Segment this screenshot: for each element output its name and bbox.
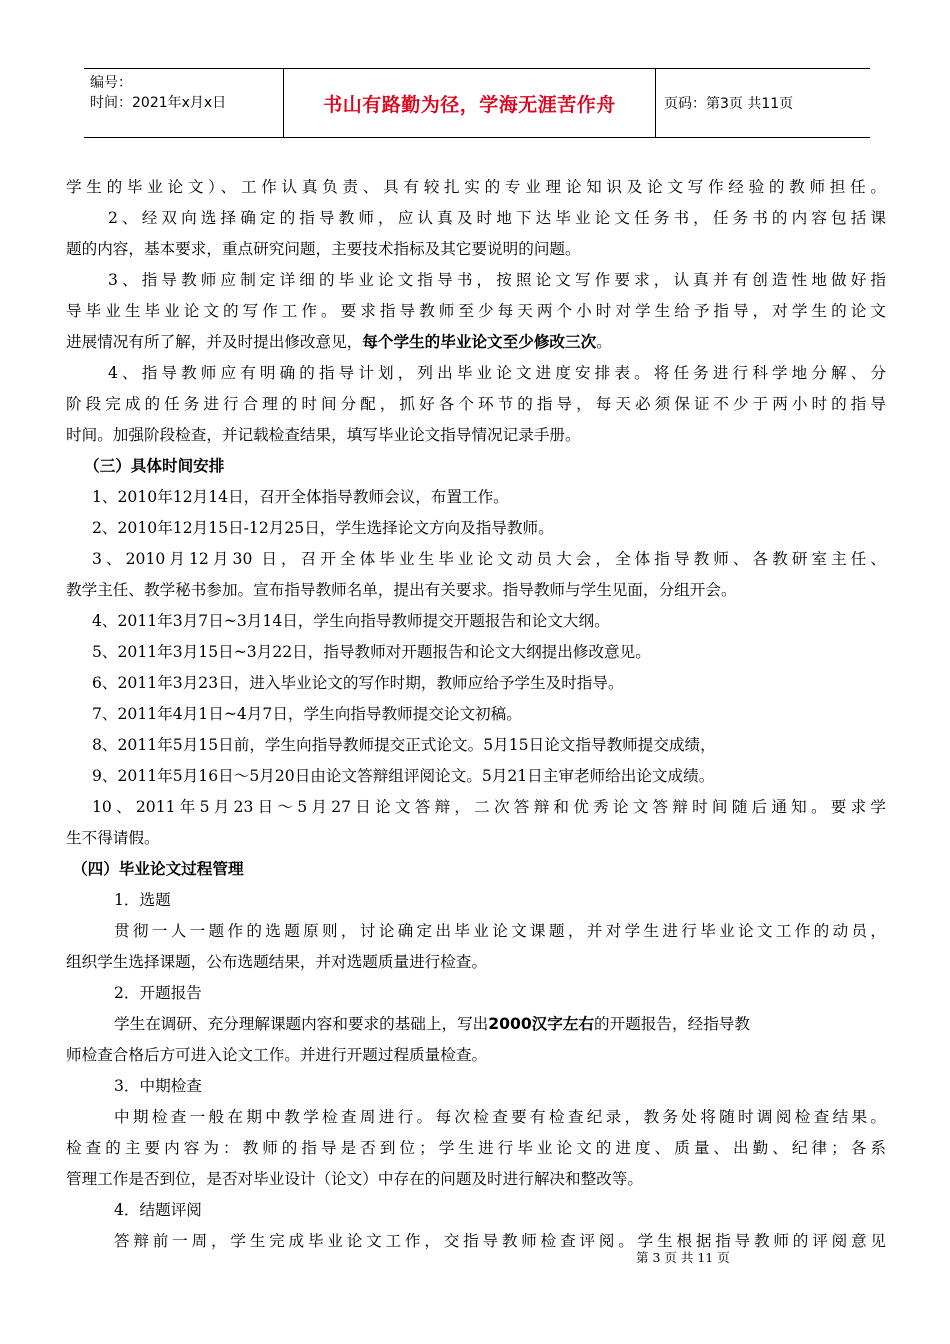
paragraph-line: 组织学生选择课题，公布选题结果，并对选题质量进行检查。: [66, 953, 488, 971]
schedule-item: 7、2011年4月1日~4月7日，学生向指导教师提交论文初稿。: [92, 705, 522, 723]
paragraph-line: 学生的毕业论文）、工作认真负责、具有较扎实的专业理论知识及论文写作经验的教师担任。: [66, 178, 886, 196]
schedule-item: 8、2011年5月15日前，学生向指导教师提交正式论文。5月15日论文指导教师提交成绩，: [92, 736, 716, 754]
document-number-label: 编号：: [90, 75, 132, 91]
header-page-info: 页码：第3页 共11页: [664, 96, 794, 112]
document-body: [66, 172, 886, 1257]
emphasis-text: 2000汉字左右: [488, 1015, 595, 1033]
paragraph-line: 管理工作是否到位，是否对毕业设计（论文）中存在的问题及时进行解决和整改等。: [66, 1170, 643, 1188]
paragraph-text: 学生在调研、充分理解课题内容和要求的基础上，写出: [114, 1015, 489, 1033]
schedule-item-continued: 生不得请假。: [66, 829, 160, 847]
schedule-item: 6、2011年3月23日，进入毕业论文的写作时期，教师应给予学生及时指导。: [92, 674, 624, 692]
section-heading-3: （三）具体时间安排: [84, 457, 225, 475]
schedule-item: 2、2010年12月15日-12月25日，学生选择论文方向及指导教师。: [92, 519, 554, 537]
paragraph-text: 的开题报告，经指导教: [594, 1015, 750, 1033]
paragraph-line: 3、指导教师应制定详细的毕业论文指导书，按照论文写作要求，认真并有创造性地做好指: [108, 271, 886, 289]
paragraph-line: 检查的主要内容为：教师的指导是否到位；学生进行毕业论文的进度、质量、出勤、纪律；各系: [66, 1139, 886, 1157]
schedule-item: 5、2011年3月15日~3月22日，指导教师对开题报告和论文大纲提出修改意见。: [92, 643, 651, 661]
paragraph-line: 导毕业生毕业论文的写作工作。要求指导教师至少每天两个小时对学生给予指导，对学生的论文: [66, 302, 886, 320]
document-time-label: 时间：2021年x月x日: [90, 95, 227, 111]
paragraph-text: 进展情况有所了解，并及时提出修改意见，: [66, 333, 363, 351]
paragraph-line: 阶段完成的任务进行合理的时间分配，抓好各个环节的指导，每天必须保证不少于两小时的指导: [66, 395, 886, 413]
subsection-title: 1．选题: [114, 891, 171, 909]
paragraph-line: 贯彻一人一题作的选题原则，讨论确定出毕业论文课题，并对学生进行毕业论文工作的动员，: [114, 922, 886, 940]
paragraph-line: [66, 1009, 886, 1040]
paragraph-line: 4、指导教师应有明确的指导计划，列出毕业论文进度安排表。将任务进行科学地分解、分: [108, 364, 886, 382]
document-header: [84, 68, 870, 138]
paragraph-line: 2、经双向选择确定的指导教师，应认真及时地下达毕业论文任务书，任务书的内容包括课: [108, 209, 886, 227]
paragraph-line: 时间。加强阶段检查，并记载检查结果，填写毕业论文指导情况记录手册。: [66, 426, 581, 444]
subsection-title: 4．结题评阅: [114, 1201, 202, 1219]
paragraph-line: 题的内容，基本要求，重点研究问题，主要技术指标及其它要说明的问题。: [66, 240, 581, 258]
paragraph-line: 答辩前一周，学生完成毕业论文工作，交指导教师检查评阅。学生根据指导教师的评阅意见: [114, 1232, 886, 1250]
header-motto: 书山有路勤为径，学海无涯苦作舟: [284, 69, 656, 137]
schedule-item-continued: 教学主任、教学秘书参加。宣布指导教师名单，提出有关要求。指导教师与学生见面，分组开会。: [66, 581, 737, 599]
subsection-title: 2．开题报告: [114, 984, 202, 1002]
schedule-item: 9、2011年5月16日～5月20日由论文答辩组评阅论文。5月21日主审老师给出论文成绩。: [92, 767, 715, 785]
paragraph-text: 。: [596, 333, 612, 351]
subsection-title: 3．中期检查: [114, 1077, 202, 1095]
schedule-item: 3、2010月12月30 日，召开全体毕业生毕业论文动员大会，全体指导教师、各教研室主任、: [92, 550, 886, 568]
section-heading-4: （四）毕业论文过程管理: [72, 860, 244, 878]
schedule-item: 1、2010年12月14日，召开全体指导教师会议，布置工作。: [92, 488, 509, 506]
paragraph-line: 中期检查一般在期中教学检查周进行。每次检查要有检查纪录，教务处将随时调阅检查结果。: [114, 1108, 886, 1126]
schedule-item: 4、2011年3月7日~3月14日，学生向指导教师提交开题报告和论文大纲。: [92, 612, 610, 630]
paragraph-line: [66, 327, 886, 358]
header-meta: [84, 69, 284, 137]
schedule-item: 10、2011年5月23日～5月27日论文答辩，二次答辩和优秀论文答辩时间随后通知。要求学: [92, 798, 886, 816]
emphasis-text: 每个学生的毕业论文至少修改三次: [362, 333, 597, 351]
paragraph-line: 师检查合格后方可进入论文工作。并进行开题过程质量检查。: [66, 1046, 488, 1064]
page-footer: 第 3 页 共 11 页: [636, 1250, 730, 1265]
